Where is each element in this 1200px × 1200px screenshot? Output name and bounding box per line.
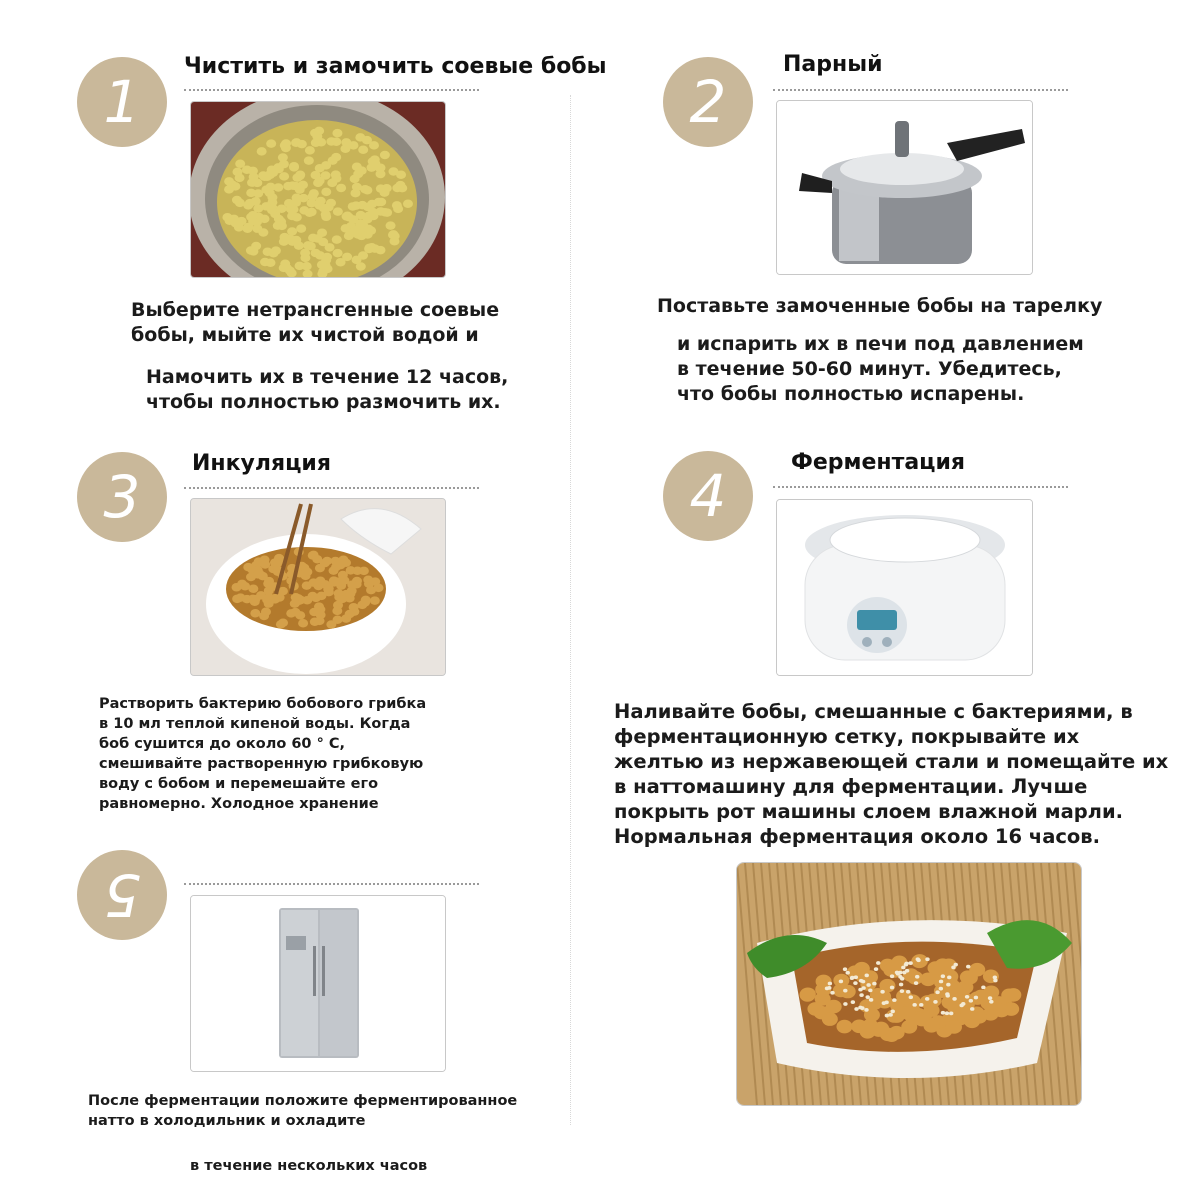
bean-texture — [393, 205, 403, 214]
bean-texture — [895, 971, 899, 975]
bean-texture — [901, 966, 905, 970]
bean-texture — [860, 1006, 864, 1010]
bean-texture — [858, 988, 862, 992]
bean-texture — [843, 989, 847, 993]
bean-texture — [969, 999, 973, 1003]
step-5-photo — [190, 895, 446, 1072]
bean-texture — [302, 262, 312, 271]
bean-texture — [970, 1007, 974, 1011]
bean-texture — [366, 586, 376, 595]
bean-texture — [289, 162, 299, 171]
step-5-title-underline — [184, 883, 479, 885]
bean-texture — [890, 986, 894, 990]
step-2-title: Парный — [783, 52, 883, 77]
bean-texture — [311, 249, 321, 258]
bean-texture — [912, 1003, 916, 1007]
bean-texture — [902, 971, 906, 975]
bean-texture — [316, 592, 326, 601]
bean-texture — [331, 170, 341, 179]
bean-texture — [326, 620, 336, 628]
bean-texture — [304, 156, 314, 165]
bean-texture — [321, 188, 331, 197]
bean-texture — [846, 971, 850, 975]
bean-texture — [249, 173, 259, 182]
step-1-number: 1 — [103, 68, 141, 136]
soaked-soybeans-pot-image — [191, 102, 445, 277]
step-2-text-line-3: в течение 50-60 минут. Убедитесь, — [677, 358, 1062, 380]
bean-texture — [224, 177, 234, 186]
step-3-text-line-5: воду с бобом и перемешайте его — [99, 776, 379, 792]
bean-texture — [914, 1013, 930, 1027]
bean-texture — [908, 961, 912, 965]
bean-texture — [250, 597, 260, 606]
step-3-text-line-4: смешивайте растворенную грибковую — [99, 756, 424, 772]
bean-texture — [906, 990, 910, 994]
step-2-photo — [776, 100, 1033, 275]
step-2-number-badge — [663, 57, 753, 147]
bean-texture — [266, 183, 276, 192]
bean-texture — [859, 993, 863, 997]
bean-texture — [993, 979, 997, 983]
bean-texture — [946, 983, 950, 987]
step-5-text-line-1: После ферментации положите ферментированное — [88, 1093, 518, 1109]
bean-texture — [864, 1008, 868, 1012]
bean-texture — [290, 599, 300, 608]
bean-texture — [380, 151, 390, 160]
bean-texture — [941, 1011, 945, 1015]
bean-texture — [988, 996, 992, 1000]
step-2-text-line-1: Поставьте замоченные бобы на тарелку — [657, 295, 1103, 317]
bean-texture — [280, 141, 290, 150]
bean-texture — [287, 227, 297, 236]
step-4-number-badge — [663, 451, 753, 541]
bean-texture — [342, 212, 352, 221]
bean-texture — [245, 199, 255, 208]
bean-texture — [253, 570, 263, 579]
bean-texture — [298, 619, 308, 628]
bean-texture — [909, 995, 913, 999]
step-1-text-line-4: чтобы полностью размочить их. — [146, 391, 501, 413]
bean-texture — [873, 1022, 889, 1036]
bean-texture — [232, 595, 242, 604]
bean-texture — [862, 999, 878, 1013]
step-3-title: Инкуляция — [192, 451, 331, 476]
bean-texture — [839, 979, 843, 983]
bean-texture — [916, 957, 920, 961]
bean-texture — [869, 998, 873, 1002]
bean-texture — [339, 576, 349, 585]
bean-texture — [915, 975, 919, 979]
step-3-title-underline — [184, 487, 479, 489]
bean-texture — [246, 189, 256, 198]
bean-texture — [898, 975, 902, 979]
bean-texture — [284, 199, 294, 208]
bean-texture — [403, 199, 413, 208]
step-1-title: Чистить и замочить соевые бобы — [184, 54, 607, 79]
bean-texture — [305, 146, 315, 155]
bean-texture — [935, 990, 939, 994]
bean-texture — [333, 207, 343, 216]
natto-machine-image — [777, 500, 1032, 675]
refrigerator-image — [191, 896, 445, 1071]
bean-texture — [352, 256, 362, 265]
step-5-number-badge — [77, 850, 167, 940]
bean-texture — [243, 563, 253, 572]
bean-texture — [333, 601, 343, 610]
natto-dish-image — [737, 863, 1081, 1105]
step-1-text-line-2: бобы, мыйте их чистой водой и — [131, 324, 479, 346]
bean-texture — [925, 957, 929, 961]
bean-texture — [302, 568, 312, 577]
bean-texture — [366, 226, 376, 235]
bean-texture — [277, 222, 287, 231]
bean-texture — [355, 133, 365, 142]
bean-texture — [941, 974, 945, 978]
bean-texture — [900, 989, 904, 993]
bean-texture — [945, 992, 949, 996]
bean-texture — [807, 1002, 823, 1016]
bean-texture — [899, 983, 903, 987]
bean-texture — [885, 1014, 889, 1018]
bean-texture — [876, 961, 880, 965]
step-4-text-line-3: желтью из нержавеющей стали и помещайте их — [614, 750, 1169, 773]
bean-texture — [327, 179, 337, 188]
bean-texture — [380, 208, 390, 217]
bean-texture — [261, 608, 271, 617]
step-4-title-underline — [773, 486, 1068, 488]
step-5-number: 5 — [103, 861, 141, 929]
bean-texture — [260, 258, 270, 267]
step-3-text-line-3: боб сушится до около 60 ° C, — [99, 736, 346, 752]
step-2-title-underline — [773, 89, 1068, 91]
bean-texture — [279, 172, 289, 181]
bean-texture — [224, 185, 234, 194]
bean-texture — [965, 995, 969, 999]
bean-texture — [345, 589, 355, 598]
bean-texture — [925, 997, 929, 1001]
bean-texture — [309, 551, 319, 560]
bean-texture — [260, 215, 270, 224]
bean-texture — [326, 137, 336, 146]
natto-dish-photo — [736, 862, 1082, 1106]
bean-texture — [300, 254, 310, 263]
step-3-photo — [190, 498, 446, 676]
bean-texture — [981, 985, 985, 989]
bean-texture — [269, 249, 279, 258]
bean-texture — [295, 611, 305, 620]
bean-texture — [257, 147, 267, 156]
bean-texture — [315, 164, 325, 173]
bean-texture — [336, 184, 346, 193]
bean-texture — [962, 971, 978, 985]
bean-texture — [323, 585, 333, 594]
bean-texture — [861, 980, 865, 984]
bean-texture — [397, 184, 407, 193]
bean-texture — [270, 558, 280, 567]
bean-texture — [291, 236, 301, 245]
step-1-text-line-3: Намочить их в течение 12 часов, — [146, 366, 509, 388]
bean-texture — [892, 998, 896, 1002]
step-3-text-line-2: в 10 мл теплой кипеной воды. Когда — [99, 716, 411, 732]
bean-texture — [799, 988, 815, 1002]
bean-texture — [243, 225, 253, 234]
bean-texture — [836, 1020, 852, 1034]
bean-texture — [334, 589, 344, 598]
bean-texture — [368, 157, 378, 166]
bean-texture — [229, 215, 239, 224]
bean-texture — [939, 987, 943, 991]
bean-texture — [853, 981, 857, 985]
step-5-text-line-2: натто в холодильник и охладите — [88, 1113, 366, 1129]
bean-texture — [850, 976, 854, 980]
step-2-text-line-4: что бобы полностью испарены. — [677, 383, 1025, 405]
pressure-cooker-image — [777, 101, 1032, 274]
step-3-number: 3 — [103, 463, 141, 531]
bean-texture — [287, 269, 297, 277]
bean-texture — [333, 249, 343, 258]
bean-texture — [361, 596, 371, 605]
bean-texture — [332, 129, 342, 138]
bean-texture — [868, 989, 872, 993]
bean-texture — [232, 196, 242, 205]
bean-texture — [919, 1003, 923, 1007]
bean-texture — [890, 974, 894, 978]
bean-texture — [332, 235, 342, 244]
bean-texture — [315, 617, 325, 626]
column-divider — [570, 95, 571, 1125]
bowl-of-beans-image — [191, 499, 445, 675]
bean-texture — [866, 983, 870, 987]
bean-texture — [939, 980, 943, 984]
bean-texture — [351, 201, 361, 210]
bean-texture — [822, 1012, 838, 1026]
bean-texture — [866, 995, 870, 999]
step-2-number: 2 — [689, 68, 727, 136]
bean-texture — [302, 596, 312, 605]
bean-texture — [370, 596, 380, 605]
bean-texture — [974, 996, 978, 1000]
step-5-text-line-3: в течение нескольких часов — [190, 1158, 428, 1174]
step-3-text-line-6: равномерно. Холодное хранение — [99, 796, 379, 812]
step-4-text-line-6: Нормальная ферментация около 16 часов. — [614, 825, 1101, 848]
bean-texture — [865, 973, 869, 977]
bean-texture — [348, 229, 358, 238]
bean-texture — [827, 986, 831, 990]
bean-texture — [326, 199, 336, 208]
bean-texture — [317, 228, 327, 237]
bean-texture — [933, 1000, 937, 1004]
bean-texture — [352, 163, 362, 172]
bean-texture — [358, 145, 368, 154]
bean-texture — [891, 1009, 895, 1013]
bean-texture — [880, 990, 884, 994]
bean-texture — [353, 170, 363, 179]
bean-texture — [851, 1000, 855, 1004]
bean-texture — [341, 138, 351, 147]
step-2-text-line-2: и испарить их в печи под давлением — [677, 333, 1084, 355]
bean-texture — [945, 1011, 949, 1015]
bean-texture — [388, 230, 398, 239]
step-1-text-line-1: Выберите нетрансгенные соевые — [131, 299, 500, 321]
bean-texture — [270, 594, 280, 603]
bean-texture — [828, 982, 832, 986]
step-3-text-line-1: Растворить бактерию бобового грибка — [99, 696, 427, 712]
bean-texture — [966, 965, 970, 969]
bean-texture — [264, 577, 274, 586]
bean-texture — [336, 258, 346, 267]
bean-texture — [374, 198, 384, 207]
bean-texture — [989, 1000, 993, 1004]
bean-texture — [288, 181, 298, 190]
step-4-text-line-4: в наттомашину для ферментации. Лучше — [614, 775, 1088, 798]
bean-texture — [292, 213, 302, 222]
bean-texture — [316, 197, 326, 206]
step-4-photo — [776, 499, 1033, 676]
bean-texture — [291, 138, 301, 147]
bean-texture — [949, 1012, 953, 1016]
bean-texture — [947, 975, 951, 979]
step-4-title: Ферментация — [791, 450, 966, 475]
bean-texture — [251, 242, 261, 251]
bean-texture — [375, 246, 385, 255]
bean-texture — [961, 1002, 965, 1006]
bean-texture — [874, 967, 878, 971]
bean-texture — [317, 261, 327, 270]
bean-texture — [322, 557, 332, 566]
bean-texture — [279, 264, 289, 273]
step-1-photo — [190, 101, 446, 278]
bean-texture — [276, 620, 286, 629]
bean-texture — [884, 1001, 888, 1005]
bean-texture — [250, 609, 260, 618]
bean-texture — [854, 1007, 858, 1011]
bean-texture — [235, 174, 245, 183]
bean-texture — [322, 253, 332, 262]
bean-texture — [843, 967, 847, 971]
bean-texture — [314, 602, 324, 611]
bean-texture — [914, 981, 918, 985]
bean-texture — [843, 1002, 847, 1006]
bean-texture — [331, 563, 341, 572]
step-3-number-badge — [77, 452, 167, 542]
bean-texture — [242, 165, 252, 174]
bean-texture — [292, 193, 302, 202]
bean-texture — [267, 206, 277, 215]
bean-texture — [296, 224, 306, 233]
bean-texture — [356, 211, 366, 220]
bean-texture — [904, 963, 908, 967]
bean-texture — [994, 1004, 1010, 1018]
bean-texture — [952, 997, 956, 1001]
step-4-text-line-2: ферментационную сетку, покрывайте их — [614, 725, 1080, 748]
bean-texture — [360, 185, 370, 194]
bean-texture — [359, 567, 369, 576]
bean-texture — [248, 217, 258, 226]
bean-texture — [376, 163, 386, 172]
bean-texture — [888, 1013, 892, 1017]
bean-texture — [295, 171, 305, 180]
bean-texture — [273, 163, 283, 172]
bean-texture — [830, 991, 834, 995]
bean-texture — [954, 963, 958, 967]
bean-texture — [240, 582, 250, 591]
bean-texture — [299, 206, 309, 215]
step-1-title-underline — [184, 89, 479, 91]
bean-texture — [310, 129, 320, 138]
bean-texture — [258, 228, 268, 237]
step-4-text-line-1: Наливайте бобы, смешанные с бактериями, в — [614, 700, 1133, 723]
bean-texture — [309, 189, 319, 198]
bean-texture — [388, 167, 398, 176]
bean-texture — [266, 139, 276, 148]
bean-texture — [267, 193, 277, 202]
bean-texture — [303, 241, 313, 250]
bean-texture — [345, 610, 355, 619]
bean-texture — [260, 560, 270, 569]
bean-texture — [364, 244, 374, 253]
bean-texture — [382, 184, 392, 193]
step-1-number-badge — [77, 57, 167, 147]
bean-texture — [946, 1020, 962, 1034]
bean-texture — [328, 156, 338, 165]
step-4-number: 4 — [689, 462, 727, 530]
step-4-text-line-5: покрыть рот машины слоем влажной марли. — [614, 800, 1124, 823]
bean-texture — [386, 221, 396, 230]
bean-texture — [363, 575, 373, 584]
bean-texture — [346, 566, 356, 575]
bean-texture — [302, 581, 312, 590]
bean-texture — [315, 176, 325, 185]
bean-texture — [872, 982, 876, 986]
bean-texture — [826, 1000, 842, 1014]
